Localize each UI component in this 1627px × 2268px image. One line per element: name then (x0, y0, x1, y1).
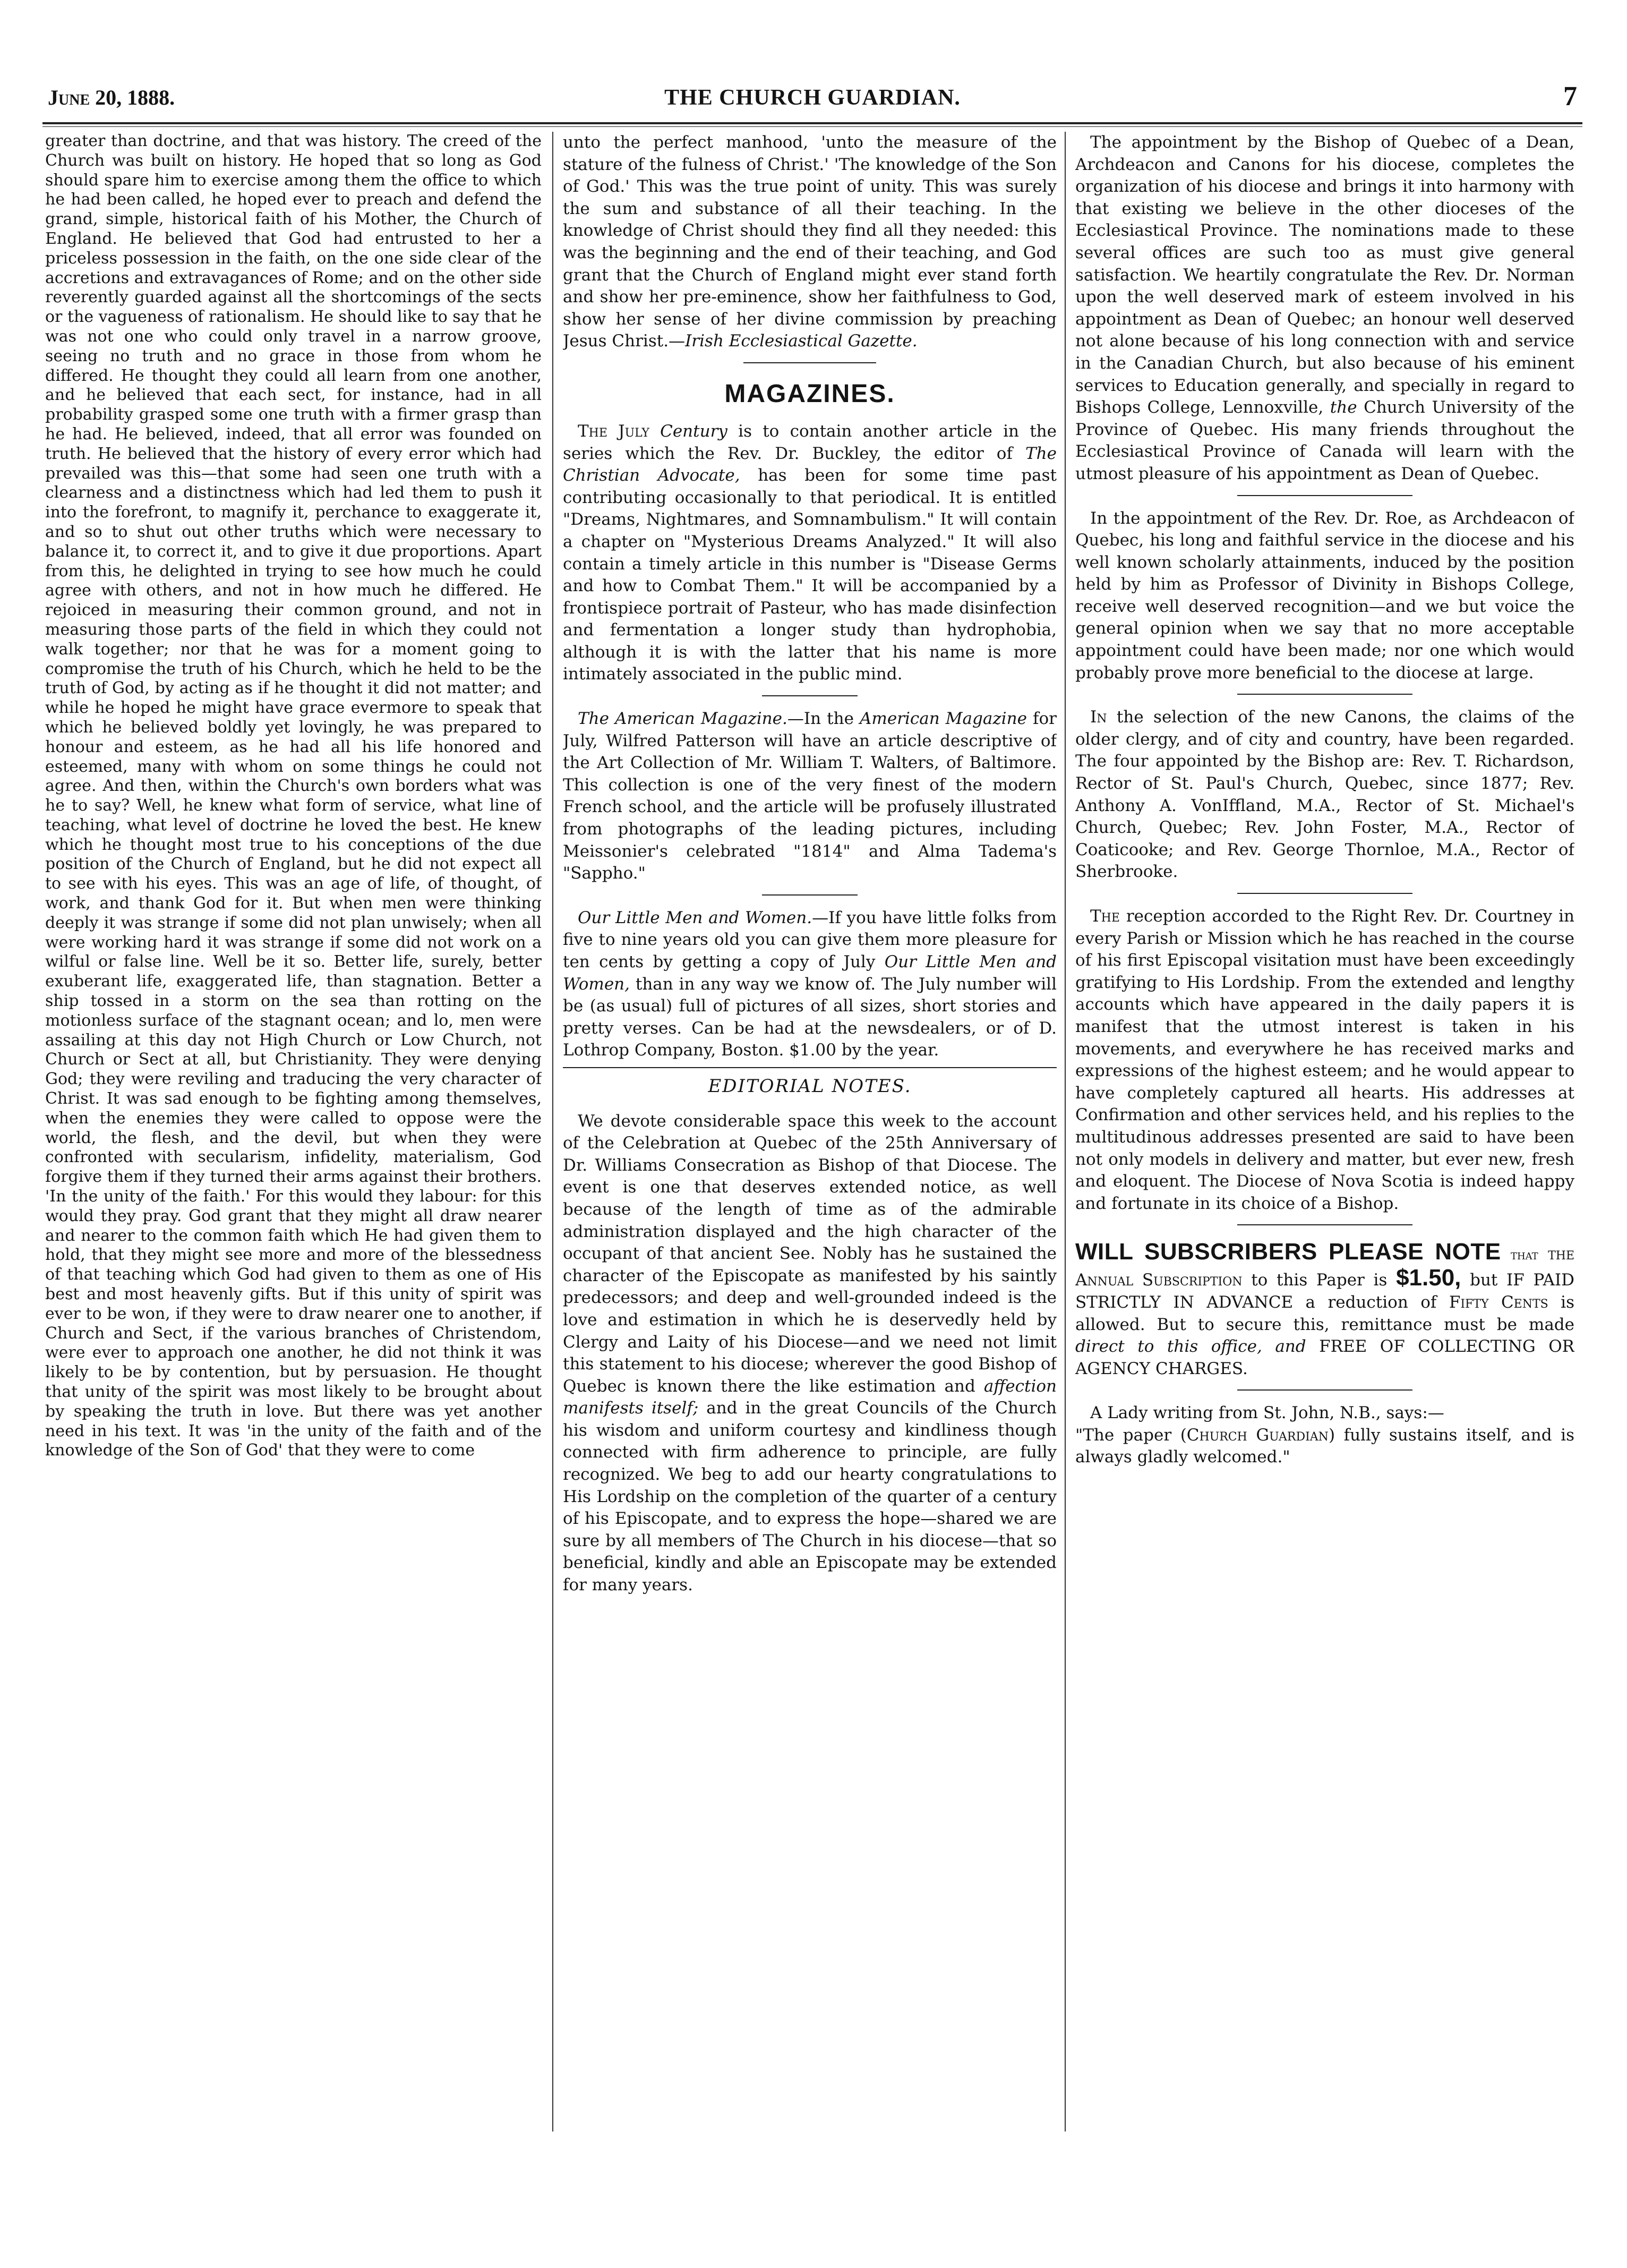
column-3 (1075, 132, 1574, 2126)
century-notice: The July Century is to contain another article in the series which the Rev. Dr. Buckley, the editor of The Christian Advocate, has been for some time past contributing occasionally to that periodical. It is entitled "Dreams, Nightmares, and Somnambulism." It will contain a chapter on "Mysterious Dreams Analyzed." It will also contain a timely article in this number is "Disease Germs and how to Combat Them." It will be accompanied by a frontispiece portrait of Pasteur, who has made disinfection and fermentation a longer study than hydrophobia, although it is with the latter that his name is more intimately associated in the public mind. (563, 421, 1057, 684)
column-2 (563, 132, 1057, 2126)
courtney-reception: The reception accorded to the Right Rev. Dr. Courtney in every Parish or Mission which he has reached in the course of his first Episcopal visitation must have been exceedingly gratifying to His Lordship. From the extended and lengthy accounts which have appeared in the daily papers it is manifest that the utmost interest is taken in his movements, and everywhere he has received marks and expressions of the highest esteem; and he would appear to have completely captured all hearts. His addresses at Confirmation and other services held, and his replies to the multitudinous addresses presented are said to have been not only models in delivery and matter, but ever new, fresh and eloquent. The Diocese of Nova Scotia is indeed happy and fortunate in its choice of a Bishop. (1075, 907, 1574, 1213)
page-header (27, 81, 1598, 117)
section-rule (1237, 1224, 1412, 1225)
editorial-notes-heading: EDITORIAL NOTES. (563, 1067, 1057, 1098)
issue-date: June 20, 1888. (48, 86, 175, 109)
section-rule (743, 362, 876, 363)
subscriber-notice: WILL SUBSCRIBERS PLEASE NOTE that the Annual Subscription to this Paper is $1.50, but IF PAID STRICTLY IN ADVANCE a reduction of Fifty Cents is allowed. But to secure this, remittance must be made direct to this office, and FREE OF COLLECTING OR AGENCY CHARGES. (1075, 1239, 1574, 1378)
section-rule (1237, 495, 1412, 496)
sermon-conclusion: unto the perfect manhood, 'unto the measure of the stature of the fulness of Christ.' 'The knowledge of the Son of God.' This was the true point of unity. This was surely the sum and substance of all their teaching. In the knowledge of Christ should they find all they needed: this was the beginning and the end of their teaching, and God grant that the Church of England might ever stand forth and show her pre-eminence, show her faithfulness to God, show her sense of her divine commission by preaching Jesus Christ.—Irish Ecclesiastical Gazette. (563, 133, 1057, 351)
column-divider-1 (552, 132, 553, 2131)
magazines-heading: MAGAZINES. (724, 379, 895, 408)
header-rule-thin (42, 126, 1582, 127)
section-rule (1237, 694, 1412, 695)
page-number: 7 (1563, 81, 1577, 112)
item-rule (762, 695, 858, 696)
subscription-price: $1.50, (1396, 1265, 1461, 1291)
american-magazine-notice: The American Magazine.—In the American Magazine for July, Wilfred Patterson will have an article descriptive of the Art Collection of Mr. William T. Walters, of Baltimore. This collection is one of the very finest of the modern French school, and the article will be profusely illustrated from photographs of the leading pictures, including Meissonier's celebrated "1814" and Alma Tadema's "Sappho." (563, 709, 1057, 883)
dean-appointment: The appointment by the Bishop of Quebec of a Dean, Archdeacon and Canons for his diocese, completes the organization of his diocese and brings it into harmony with that existing we believe in the other dioceses of the Ecclesiastical Province. The nominations made to these several offices are such too as must give general satisfaction. We heartily congratulate the Rev. Dr. Norman upon the well deserved mark of esteem involved in his appointment as Dean of Quebec; an honour well deserved not alone because of his long connection with and service in the Canadian Church, but also because of his eminent services to Education generally, and specially in regard to Bishops College, Lennoxville, the Church University of the Province of Quebec. His many friends throughout the Ecclesiastical Province of Canada will learn with the utmost pleasure of his appointment as Dean of Quebec. (1075, 133, 1574, 483)
section-rule (1237, 893, 1412, 894)
masthead-title: THE CHURCH GUARDIAN. (664, 86, 961, 110)
canons-selection: In the selection of the new Canons, the claims of the older clergy, and of city and country, have been regarded. The four appointed by the Bishop are: Rev. T. Richardson, Rector of St. Paul's Church, Quebec, since 1877; Rev. Anthony A. VonIffland, M.A., Rector of St. Michael's Church, Quebec; Rev. John Foster, M.A., Rector of Coaticooke; and Rev. George Thornloe, M.A., Rector of Sherbrooke. (1075, 707, 1574, 882)
sermon-continuation: greater than doctrine, and that was history. The creed of the Church was built on history. He hoped that so long as God should spare him to exercise among them the office to which he had been called, he hoped ever to preach and defend the grand, simple, historical faith of his Mother, the Church of England. He believed that God had entrusted to her a priceless possession in the faith, on the one side clear of the accretions and extravagances of Rome; and on the other side reverently guarded against all the shortcomings of the sects or the vagueness of rationalism. He should like to say that he was not one who could only travel in a narrow groove, seeing no truth and no grace in those from whom he differed. He thought they could all learn from one another, and he believed that each sect, for instance, had in all probability grasped some one truth with a firmer grasp than he had. He believed, indeed, that all error was founded on truth. He believed that the history of every error which had prevailed was this—that some had seen one truth with a clearness and a distinctness which had led them to push it into the forefront, to magnify it, perchance to exaggerate it, and so to shut out other truths which were necessary to balance it, to correct it, and to give it due proportions. Apart from this, he delighted in trying to see how much he could agree with others, and not in how much he differed. He rejoiced in measuring their common ground, and not in measuring those parts of the field in which they could not walk together; nor that he was for a moment going to compromise the truth of his Church, which he held to be the truth of God, by acting as if he thought it did not matter; and while he hoped he might have grace evermore to speak that which he believed boldly yet lovingly, he was prepared to honour and esteem, as he had all his life honored and esteemed, many with whom on some things he could not agree. And then, within the Church's own borders what was he to say? Well, he knew what form of service, what line of teaching, what level of doctrine he loved the best. He knew which he thought most true to his conceptions of the due position of the Church of England, but he did not expect all to see with his eyes. This was an age of life, of thought, of work, and thank God for it. But when men were thinking deeply it was strange if some did not plan unwisely; when all were working hard it was strange if some did not work on a wilful or false line. Well be it so. Better life, surely, better exuberant life, exaggerated life, than stagnation. Better a ship tossed in a storm on the sea than rotting on the motionless surface of the stagnant ocean; and lo, men were assailing at this day not High Church or Low Church, not Church or Sect at all, but Christianity. They were denying God; they were reviling and traducing the very character of Christ. It was sad enough to be fighting among themselves, when the enemies they were called to oppose were the world, the flesh, and the devil, but when they were confronted with secularism, infidelity, materialism, God forgive them if they turned their arms against their brothers. 'In the unity of the faith.' For this would they labour: for this would they pray. God grant that they might all draw nearer and nearer to the common faith which He had given them to hold, that they might see more and more of the blessedness of that teaching which God had given to them as one of His best and most heavenly gifts. But if this unity of spirit was ever to be won, if they were to draw nearer one to another, if Church and Sect, if the various branches of Christendom, were ever to approach one another, he did not think it was likely to be by contention, but by persuasion. He thought that unity of the spirit was most likely to be brought about by speaking the truth in love. But there was yet another need in his text. It was 'in the unity of the faith and of the knowledge of the Son of God' that they were to come (45, 132, 542, 1460)
column-divider-2 (1065, 132, 1066, 2131)
little-men-notice: Our Little Men and Women.—If you have little folks from five to nine years old you can give them more pleasure for ten cents by getting a copy of July Our Little Men and Women, than in any way we know of. The July number will be (as usual) full of pictures of all sizes, short stories and pretty verses. Can be had at the newsdealers, or of D. Lothrop Company, Boston. $1.00 by the year. (563, 908, 1057, 1060)
source-citation: Irish Ecclesiastical Gazette. (685, 331, 918, 351)
column-1 (45, 132, 542, 2126)
archdeacon-appointment: In the appointment of the Rev. Dr. Roe, as Archdeacon of Quebec, his long and faithful service in the diocese and his well known scholarly attainments, induced by the position held by him as Professor of Divinity in Bishops College, receive well deserved recognition—and we but voice the general opinion when we say that no more acceptable appointment could have been made; nor one which would probably prove more beneficial to the diocese at large. (1075, 508, 1574, 683)
reader-testimonial: A Lady writing from St. John, N.B., says:— "The paper (Church Guardian) fully sustains itself, and is always gladly welcomed." (1075, 1403, 1574, 1467)
header-rule (42, 122, 1582, 124)
item-rule (762, 894, 858, 896)
section-rule (1237, 1389, 1412, 1391)
editorial-williams: We devote considerable space this week to the account of the Celebration at Quebec of the 25th Anniversary of Dr. Williams Consecration as Bishop of that Diocese. The event is one that deserves extended notice, as well because of the length of time as of the admirable administration displayed and the high character of the occupant of that ancient See. Nobly has he sustained the character of the Episcopate as manifested by his saintly predecessors; and deep and well-grounded indeed is the love and estimation in which he is deservedly held by Clergy and Laity of his Diocese—and we need not limit this statement to his diocese; wherever the good Bishop of Quebec is known there the like estimation and affection manifests itself; and in the great Councils of the Church his wisdom and uniform courtesy and kindliness though connected with firm adherence to principle, are fully recognized. We beg to add our hearty congratulations to His Lordship on the completion of the quarter of a century of his Episcopate, and to express the hope—shared we are sure by all members of The Church in his diocese—that so beneficial, kindly and able an Episcopate may be extended for many years. (563, 1111, 1057, 1595)
